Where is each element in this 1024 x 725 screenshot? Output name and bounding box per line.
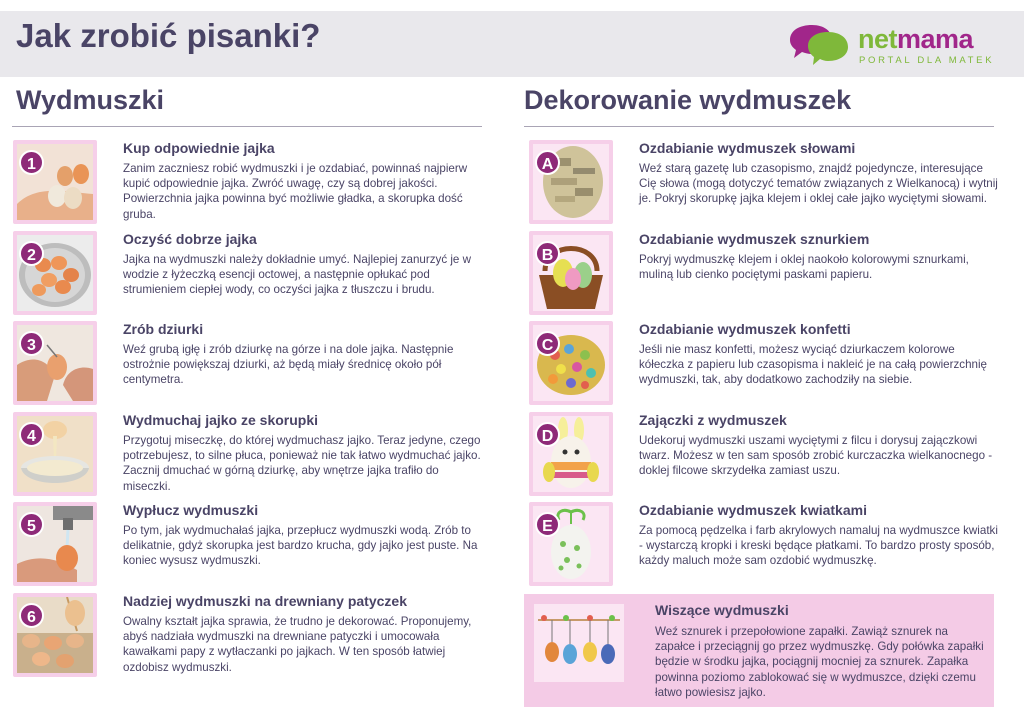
step-title: Ozdabianie wydmuszek kwiatkami (639, 502, 867, 518)
speech-bubbles-icon (786, 22, 856, 68)
step-text: Jeśli nie masz konfetti, możesz wyciąć dziurkaczem kolorowe kółeczka z papieru lub czasopisma i nakleić je na całą powierzchnię wydmuszki, tak, aby dodatkowo zachodziły na siebie. (639, 343, 987, 387)
step-text: Za pomocą pędzelka i farb akrylowych namaluj na wydmuszce kwiatki - wystarczą kropki i kreski będące płatkami. To bardzo prosty sposób, każdy maluch może sam ozdobić wydmuszkę. (639, 524, 998, 568)
step-title: Wiszące wydmuszki (655, 602, 789, 618)
section-title-wydmuszki: Wydmuszki (16, 85, 165, 115)
step-title: Ozdabianie wydmuszek sznurkiem (639, 231, 870, 247)
step-badge: B (535, 241, 560, 266)
step-title: Oczyść dobrze jajka (123, 231, 257, 247)
step-text: Przygotuj miseczkę, do której wydmuchasz jajko. Teraz jedyne, czego potrzebujesz, to silne płuca, ponieważ nie tak łatwo wydmuchać jajko. Zacznij dmuchać w górną dziurkę, aby wnętrze jajka trafiło do miseczki. (123, 434, 481, 493)
step-text: Weź starą gazetę lub czasopismo, znajdź pojedyncze, interesujące Cię słowa (mogą dotyczyć tematów związanych z Wielkanocą) i wytnij je. Pokryj skorupkę jajka klejem i oklej całe jajko wyciętymi słowami. (639, 162, 998, 206)
highlight-box (524, 594, 994, 707)
netmama-logo[interactable] (786, 22, 1006, 68)
step-badge: 3 (19, 331, 44, 356)
step-title: Wypłucz wydmuszki (123, 502, 259, 518)
step-badge: 1 (19, 150, 44, 175)
step-badge: C (535, 331, 560, 356)
step-text: Po tym, jak wydmuchałaś jajka, przepłucz wydmuszki wodą. Zrób to delikatnie, gdyż skorupka jest bardzo krucha, gdy jajko jest puste. Na koniec wysusz wydmuszki. (123, 524, 478, 568)
step-badge: 4 (19, 422, 44, 447)
step-text: Weź grubą igłę i zrób dziurkę na górze i na dole jajka. Następnie ostrożnie powiększaj dziurki, aż będą miały średnicę około pół centymetra. (123, 343, 454, 387)
step-title: Ozdabianie wydmuszek konfetti (639, 321, 851, 337)
hanging-eggs-icon (538, 608, 620, 678)
step-badge: 6 (19, 603, 44, 628)
step-title: Zrób dziurki (123, 321, 204, 337)
step-badge: E (535, 512, 560, 537)
section-divider (12, 126, 482, 127)
step-badge: A (535, 150, 560, 175)
step-title: Nadziej wydmuszki na drewniany patyczek (123, 593, 407, 609)
step-text: Udekoruj wydmuszki uszami wyciętymi z filcu i dorysuj zajączkowi twarz. Możesz w ten sam sposób zrobić kurczaczka wielkanocnego - doklej filcowe skrzydełka zamiast uszu. (639, 434, 993, 478)
step-text: Zanim zaczniesz robić wydmuszki i je ozdabiać, powinnaś najpierw kupić odpowiednie jajka. Zwróć uwagę, czy są dobrej jakości. Powierzchnia jajka powinna być możliwie gładka, a skorupka dość gruba. (123, 162, 468, 221)
step-text: Owalny kształt jajka sprawia, że trudno je dekorować. Proponujemy, abyś nadziała wydmuszki na drewniane patyczki i umocowała kawałkami papy z wytłaczanki po jajkach. W ten sposób łatwiej ozdobisz wydmuszki. (123, 615, 472, 674)
step-title: Kup odpowiednie jajka (123, 140, 275, 156)
logo-wordmark: netmama (858, 24, 974, 54)
section-divider (524, 126, 994, 127)
section-title-dekorowanie: Dekorowanie wydmuszek (524, 85, 852, 115)
step-badge: D (535, 422, 560, 447)
page-title: Jak zrobić pisanki? (16, 17, 321, 54)
step-text: Jajka na wydmuszki należy dokładnie umyć. Najlepiej zanurzyć je w wodzie z łyżeczką esencji octowej, a następnie opłukać pod strumieniem ciepłej wody, co oczyści jajka z tłuszczu i brudu. (123, 253, 471, 297)
step-title: Ozdabianie wydmuszek słowami (639, 140, 856, 156)
step-badge: 5 (19, 512, 44, 537)
step-title: Wydmuchaj jajko ze skorupki (123, 412, 319, 428)
step-title: Zajączki z wydmuszek (639, 412, 787, 428)
step-badge: 2 (19, 241, 44, 266)
logo-tagline: PORTAL DLA MATEK (859, 55, 995, 66)
step-text: Pokryj wydmuszkę klejem i oklej naokoło kolorowymi sznurkami, muliną lub cienko pociętymi paskami papieru. (639, 253, 969, 282)
step-photo (534, 604, 624, 682)
step-text: Weź sznurek i przepołowione zapałki. Zawiąż sznurek na zapałce i przeciągnij go przez wydmuszkę. Gdy połówka zapałki będzie w środku jajka, pociągnij mocniej za sznurek. Zapałka powinna poziomo zablokować się w wydmuszce, dzięki czemu łatwo powiesisz jajko. (655, 625, 984, 699)
